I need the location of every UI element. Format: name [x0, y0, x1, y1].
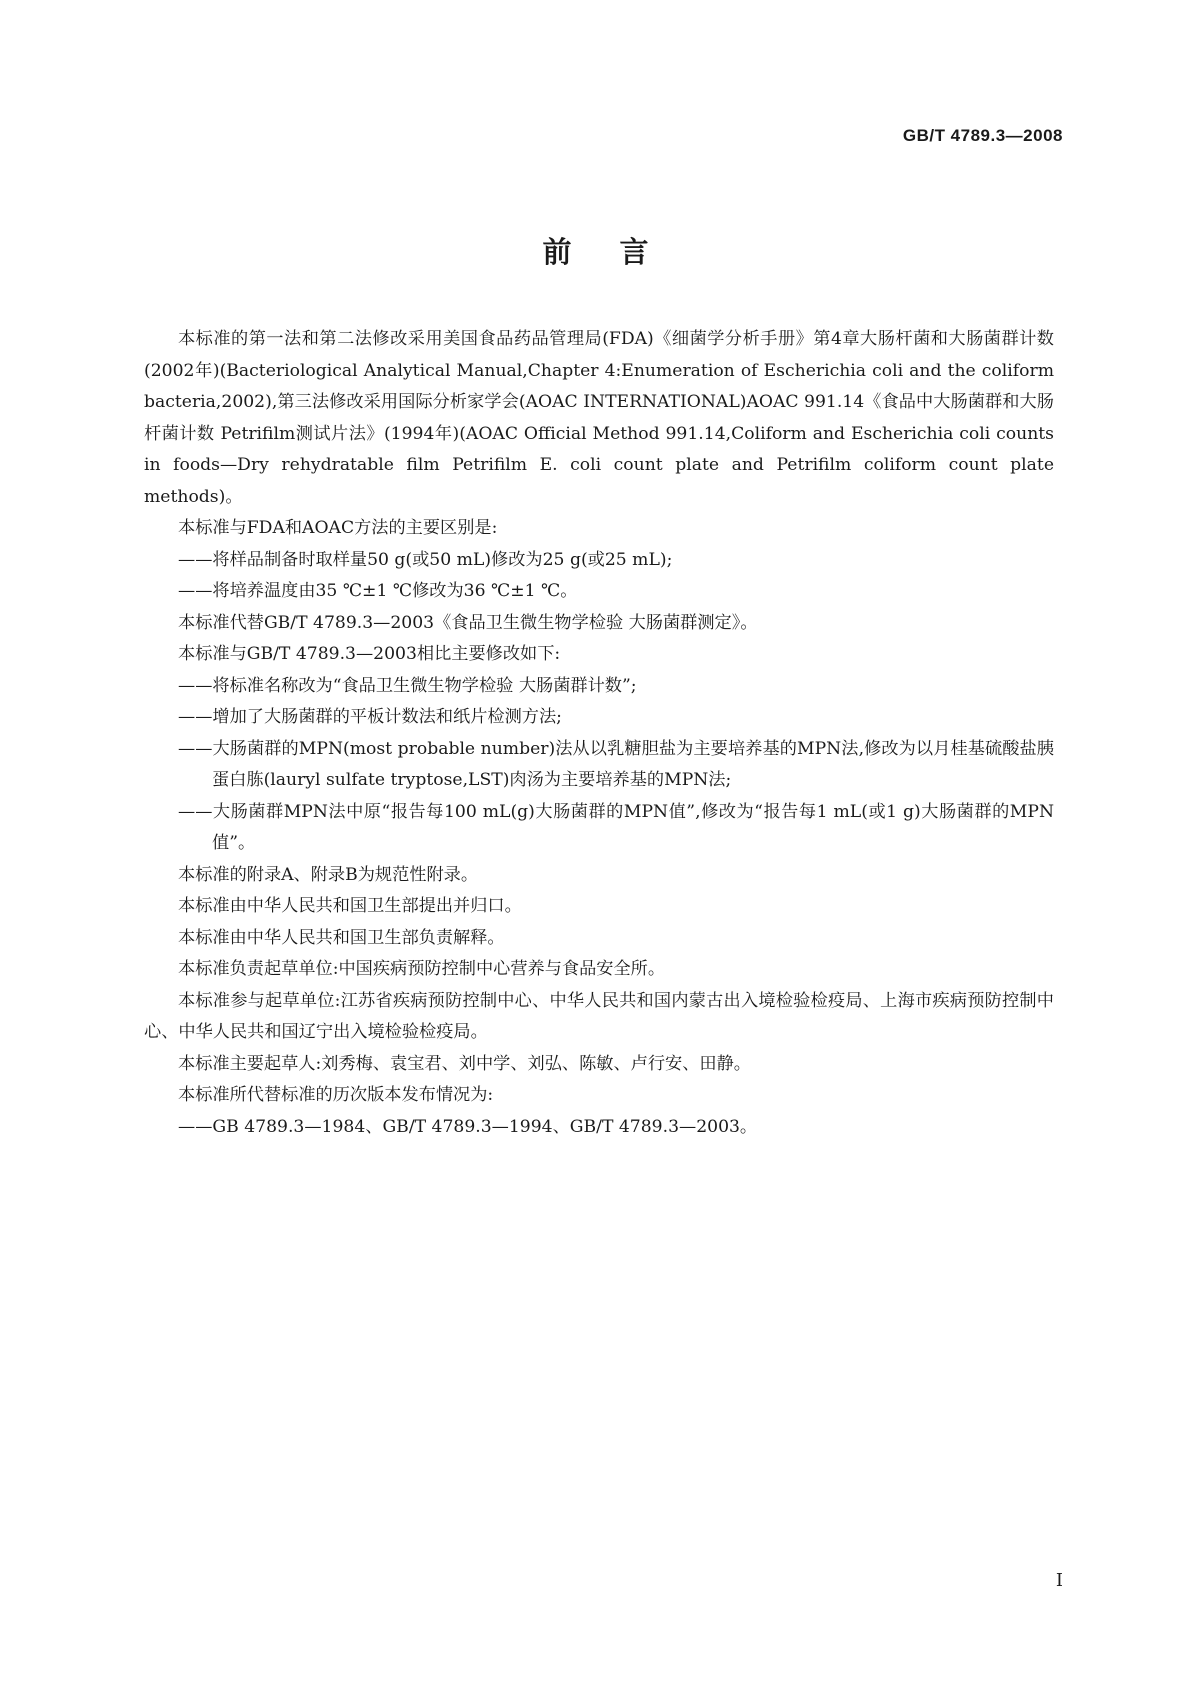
list-item: ——大肠菌群的MPN(most probable number)法从以乳糖胆盐为主要培养基的MPN法,修改为以月桂基硫酸盐胰蛋白胨(lauryl sulfate tryptose,LST)肉汤为主要培养基的MPN法;	[178, 738, 1054, 790]
paragraph-replaces: 本标准代替GB/T 4789.3—2003《食品卫生微生物学检验 大肠菌群测定》。	[178, 612, 758, 633]
paragraph-interpreted-by: 本标准由中华人民共和国卫生部负责解释。	[178, 927, 505, 948]
paragraph-drafting-unit: 本标准负责起草单位:中国疾病预防控制中心营养与食品安全所。	[178, 959, 666, 979]
paragraph-drafters: 本标准主要起草人:刘秀梅、袁宝君、刘中学、刘弘、陈敏、卢行安、田静。	[178, 1053, 751, 1074]
paragraph-scope: 本标准的第一法和第二法修改采用美国食品药品管理局(FDA)《细菌学分析手册》第4章大肠杆菌和大肠菌群计数(2002年)(Bacteriological Analytical Manual,Chapter 4:Enumeration of Escherichia coli and the coliform bacteria,2002),第三法修改采用国际分析家学会(AOAC INTERNATIONAL)AOAC 991.14《食品中大肠菌群和大肠杆菌计数 Petrifilm测试片法》(1994年)(AOAC Official Method 991.14,Coliform and Escherichia coli counts in foods—Dry rehydratable film Petrifilm E. coli count plate and Petrifilm coliform count plate methods)。	[144, 329, 1054, 507]
list-item: ——将样品制备时取样量50 g(或50 mL)修改为25 g(或25 mL);	[178, 549, 673, 570]
paragraph-history-intro: 本标准所代替标准的历次版本发布情况为:	[178, 1085, 494, 1105]
page-number: I	[1055, 1570, 1063, 1591]
list-item: ——将培养温度由35 ℃±1 ℃修改为36 ℃±1 ℃。	[178, 581, 578, 601]
paragraph-changes-intro: 本标准与GB/T 4789.3—2003相比主要修改如下:	[178, 644, 561, 664]
paragraph-differences-intro: 本标准与FDA和AOAC方法的主要区别是:	[178, 518, 498, 538]
paragraph-participating-units: 本标准参与起草单位:江苏省疾病预防控制中心、中华人民共和国内蒙古出入境检验检疫局、上海市疾病预防控制中心、中华人民共和国辽宁出入境检验检疫局。	[144, 990, 1054, 1042]
standard-code: GB/T 4789.3—2008	[902, 126, 1063, 145]
page-title: 前言	[542, 235, 697, 269]
paragraph-annexes: 本标准的附录A、附录B为规范性附录。	[178, 864, 479, 885]
list-item: ——增加了大肠菌群的平板计数法和纸片检测方法;	[178, 707, 562, 727]
list-item: ——GB 4789.3—1984、GB/T 4789.3—1994、GB/T 4789.3—2003。	[178, 1116, 758, 1137]
list-item: ——将标准名称改为“食品卫生微生物学检验 大肠菌群计数”;	[178, 675, 637, 696]
paragraph-proposed-by: 本标准由中华人民共和国卫生部提出并归口。	[178, 896, 522, 916]
preface-body	[144, 324, 1054, 1143]
list-item: ——大肠菌群MPN法中原“报告每100 mL(g)大肠菌群的MPN值”,修改为“报告每1 mL(或1 g)大肠菌群的MPN值”。	[178, 801, 1054, 853]
